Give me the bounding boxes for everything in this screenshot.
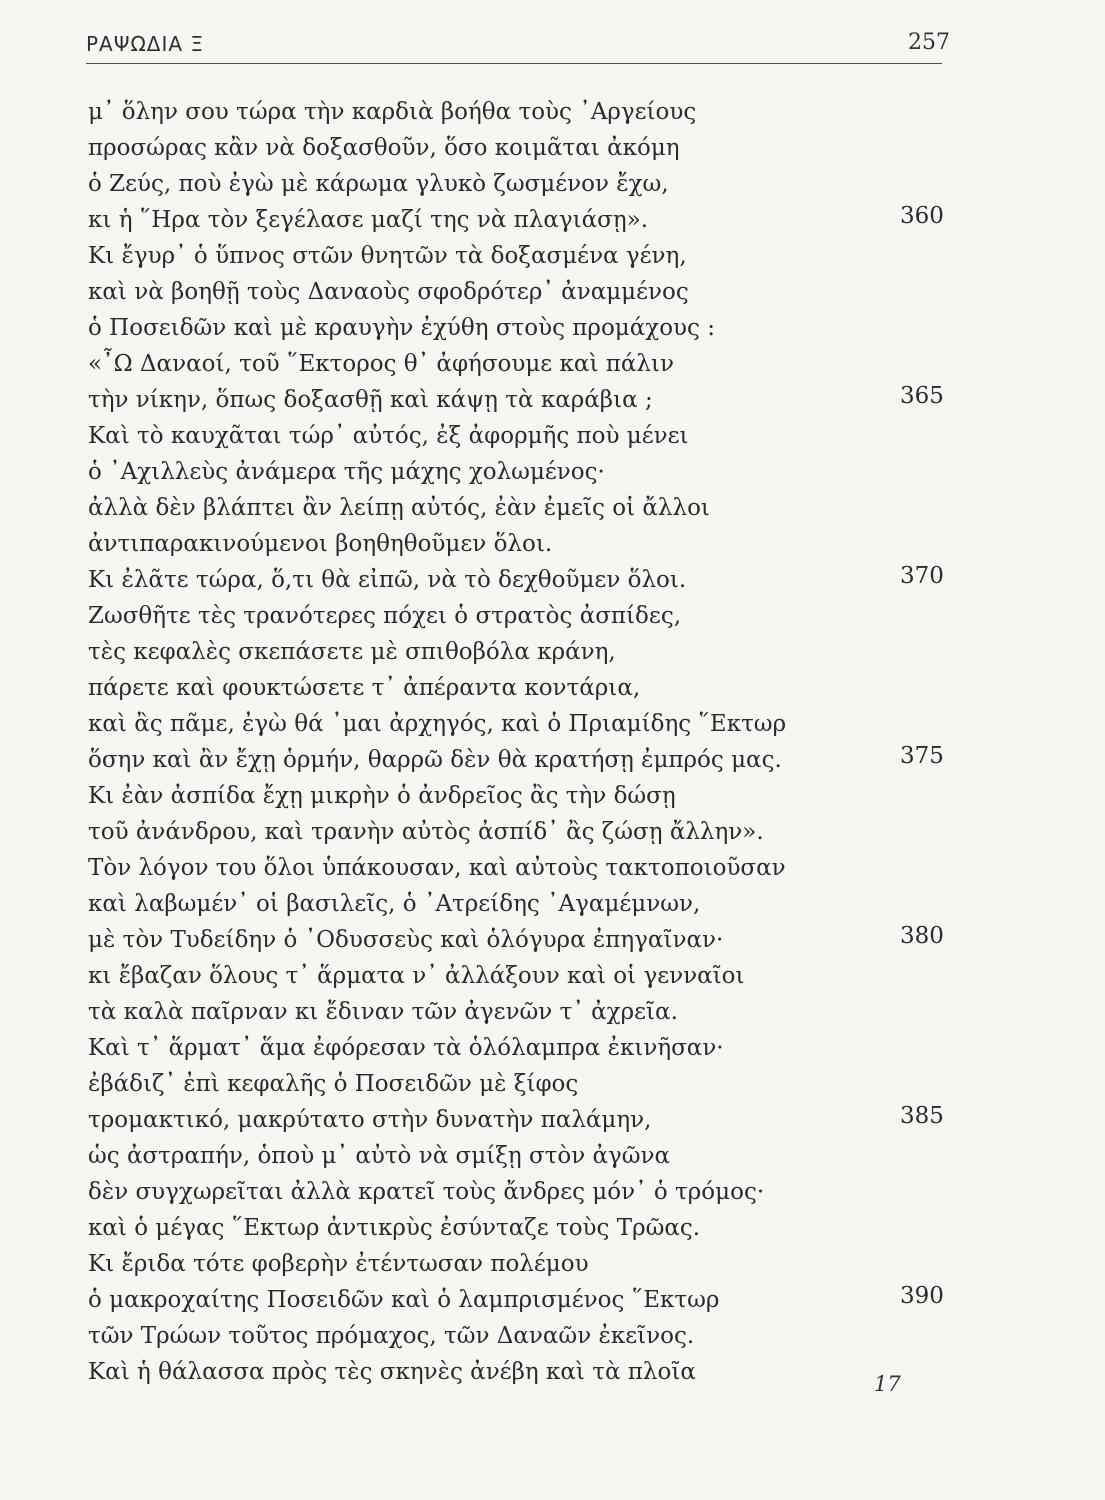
page-number: 257: [908, 30, 950, 55]
verse-line: Κι ἐλᾶτε τώρα, ὅ,τι θὰ εἰπῶ, νὰ τὸ δεχθοῦμεν ὅλοι.: [88, 567, 687, 593]
verse-line: Ζωσθῆτε τὲς τρανότερες πόχει ὁ στρατὸς ἀσπίδες,: [88, 603, 682, 629]
verse-line: τὰ καλὰ παῖρναν κι ἔδιναν τῶν ἀγενῶν τ᾽ ἀχρεῖα.: [88, 999, 678, 1025]
line-number: 370: [900, 563, 944, 589]
verse-line: ὁ Ποσειδῶν καὶ μὲ κραυγὴν ἐχύθη στοὺς προμάχους :: [88, 315, 715, 341]
verse-line: ἀλλὰ δὲν βλάπτει ἂν λείπῃ αὐτός, ἐὰν ἐμεῖς οἱ ἄλλοι: [88, 495, 710, 521]
verse-line: ὡς ἀστραπήν, ὁποὺ μ᾽ αὐτὸ νὰ σμίξῃ στὸν ἀγῶνα: [88, 1143, 671, 1169]
verse-line: ἀντιπαρακινούμενοι βοηθηθοῦμεν ὅλοι.: [88, 531, 553, 557]
verse-line: καὶ ὁ μέγας ῞Εκτωρ ἀντικρὺς ἐσύνταζε τοὺς Τρῶας.: [88, 1215, 701, 1241]
running-head: [86, 30, 950, 70]
line-number: 365: [900, 383, 944, 409]
verse-line: μ᾽ ὅλην σου τώρα τὴν καρδιὰ βοήθα τοὺς ᾽Αργείους: [88, 99, 697, 125]
verse-line: Τὸν λόγον του ὅλοι ὑπάκουσαν, καὶ αὐτοὺς τακτοποιοῦσαν: [88, 855, 786, 881]
verse-line: Κι ἐὰν ἀσπίδα ἔχῃ μικρὴν ὁ ἀνδρεῖος ἂς τὴν δώσῃ: [88, 783, 676, 809]
chapter-title: ΡΑΨΩΔΙΑ Ξ: [86, 32, 205, 56]
verse-line: μὲ τὸν Τυδείδην ὁ ᾽Οδυσσεὺς καὶ ὁλόγυρα ἐπηγαῖναν·: [88, 927, 724, 953]
verse-line: τὴν νίκην, ὅπως δοξασθῇ καὶ κάψῃ τὰ καράβια ;: [88, 387, 653, 413]
verse-line: Καὶ τὸ καυχᾶται τώρ᾽ αὐτός, ἐξ ἀφορμῆς ποὺ μένει: [88, 423, 689, 449]
verse-line: προσώρας κἂν νὰ δοξασθοῦν, ὅσο κοιμᾶται ἀκόμη: [88, 135, 680, 161]
verse-line: ὁ Ζεύς, ποὺ ἐγὼ μὲ κάρωμα γλυκὸ ζωσμένον ἔχω,: [88, 171, 669, 197]
verse-line: Κι ἔγυρ᾽ ὁ ὕπνος στῶν θνητῶν τὰ δοξασμένα γένη,: [88, 243, 687, 269]
verse-line: τὲς κεφαλὲς σκεπάσετε μὲ σπιθοβόλα κράνη,: [88, 639, 616, 665]
verse-line: ἐβάδιζ᾽ ἐπὶ κεφαλῆς ὁ Ποσειδῶν μὲ ξίφος: [88, 1071, 579, 1097]
verse-line: καὶ ἂς πᾶμε, ἐγὼ θά ᾽μαι ἀρχηγός, καὶ ὁ Πριαμίδης ῞Εκτωρ: [88, 711, 787, 737]
verse-line: τοῦ ἀνάνδρου, καὶ τρανὴν αὐτὸς ἀσπίδ᾽ ἂς ζώσῃ ἄλλην».: [88, 819, 764, 845]
verse-line: κι ἡ ῞Ηρα τὸν ξεγέλασε μαζί της νὰ πλαγιάσῃ».: [88, 207, 649, 233]
verse-line: τῶν Τρώων τοῦτος πρόμαχος, τῶν Δαναῶν ἐκεῖνος.: [88, 1323, 695, 1349]
verse-line: κι ἔβαζαν ὅλους τ᾽ ἅρματα ν᾽ ἀλλάξουν καὶ οἱ γενναῖοι: [88, 963, 745, 989]
verse-line: Κι ἔριδα τότε φοβερὴν ἐτέντωσαν πολέμου: [88, 1251, 589, 1277]
line-number: 380: [900, 923, 944, 949]
verse-line: ὅσην καὶ ἂν ἔχῃ ὁρμήν, θαρρῶ δὲν θὰ κρατήσῃ ἐμπρός μας.: [88, 747, 782, 773]
header-rule: [86, 63, 942, 64]
line-number: 360: [900, 203, 944, 229]
line-number: 385: [900, 1103, 944, 1129]
line-number: 375: [900, 743, 944, 769]
line-number: 390: [900, 1283, 944, 1309]
verse-line: ὁ μακροχαίτης Ποσειδῶν καὶ ὁ λαμπρισμένος ῞Εκτωρ: [88, 1287, 720, 1313]
verse-line: ὁ ᾽Αχιλλεὺς ἀνάμερα τῆς μάχης χολωμένος·: [88, 459, 605, 485]
printer-signature: 17: [874, 1372, 901, 1396]
verse-line: πάρετε καὶ φουκτώσετε τ᾽ ἀπέραντα κοντάρια,: [88, 675, 641, 701]
verse-line: «῏Ω Δαναοί, τοῦ ῞Εκτορος θ᾽ ἀφήσουμε καὶ πάλιν: [88, 351, 674, 377]
verse-line: καὶ νὰ βοηθῇ τοὺς Δαναοὺς σφοδρότερ᾽ ἀναμμένος: [88, 279, 689, 305]
verse-line: Καὶ ἡ θάλασσα πρὸς τὲς σκηνὲς ἀνέβη καὶ τὰ πλοῖα: [88, 1359, 696, 1385]
verse-line: τρομακτικό, μακρύτατο στὴν δυνατὴν παλάμην,: [88, 1107, 652, 1133]
verse-line: καὶ λαβωμέν᾽ οἱ βασιλεῖς, ὁ ᾽Ατρείδης ᾽Αγαμέμνων,: [88, 891, 701, 917]
verse-line: δὲν συγχωρεῖται ἀλλὰ κρατεῖ τοὺς ἄνδρες μόν᾽ ὁ τρόμος·: [88, 1179, 765, 1205]
verse-line: Καὶ τ᾽ ἅρματ᾽ ἅμα ἐφόρεσαν τὰ ὁλόλαμπρα ἐκινῆσαν·: [88, 1035, 724, 1061]
